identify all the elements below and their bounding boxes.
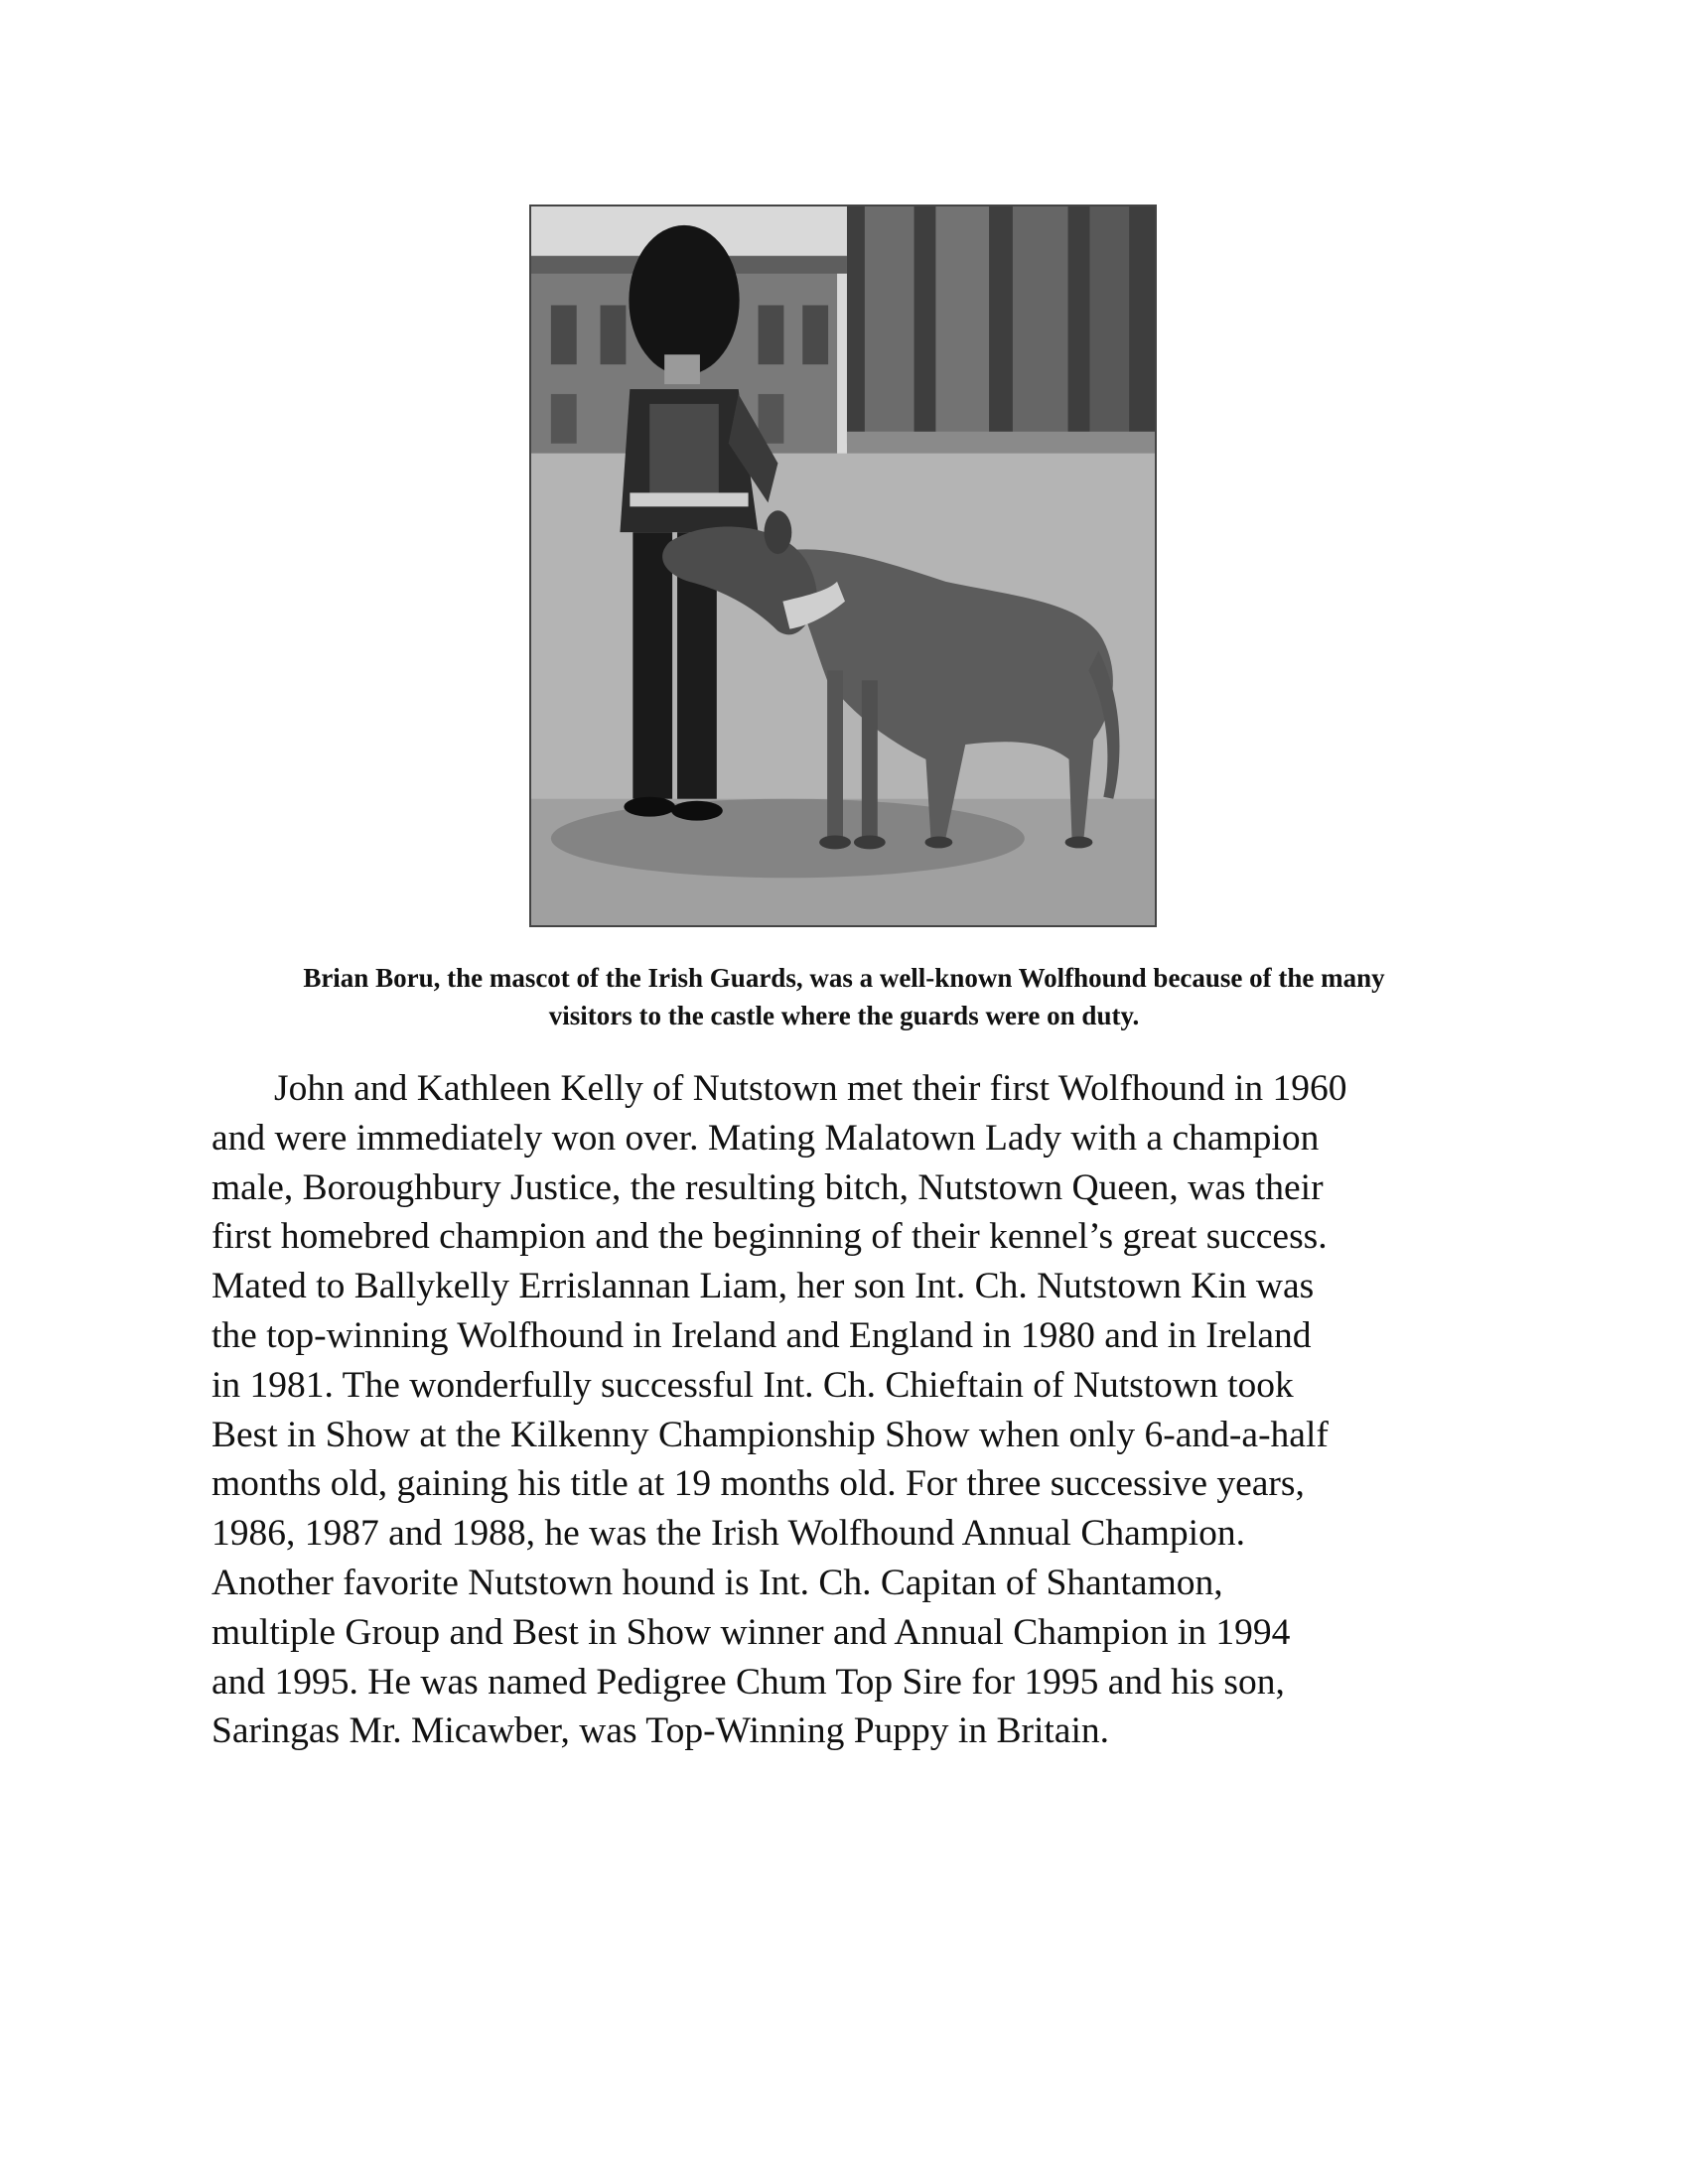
body-line: and were immediately won over. Mating Malatown Lady with a champion [211,1117,1320,1159]
body-line: first homebred champion and the beginning of their kennel’s great success. [211,1216,1328,1258]
photo-guardsman-wolfhound [529,205,1157,927]
photo-illustration [531,206,1155,925]
body-line: John and Kathleen Kelly of Nutstown met their first Wolfhound in 1960 [274,1068,1347,1109]
photo-caption [199,959,1489,1034]
photo-guardsman-trousers [633,532,672,799]
body-line: months old, gaining his title at 19 months old. For three successive years, [211,1463,1305,1505]
body-line: Another favorite Nutstown hound is Int. Ch. Capitan of Shantamon, [211,1562,1223,1603]
body-line: multiple Group and Best in Show winner and Annual Champion in 1994 [211,1611,1291,1653]
body-line: in 1981. The wonderfully successful Int. Ch. Chieftain of Nutstown took [211,1364,1294,1406]
body-line: male, Boroughbury Justice, the resulting bitch, Nutstown Queen, was their [211,1166,1324,1208]
body-line: and 1995. He was named Pedigree Chum Top Sire for 1995 and his son, [211,1661,1285,1703]
body-paragraph [211,1064,1502,1756]
body-line: Mated to Ballykelly Errislannan Liam, her son Int. Ch. Nutstown Kin was [211,1266,1315,1307]
body-line: Best in Show at the Kilkenny Championship Show when only 6-and-a-half [211,1414,1329,1455]
caption-line: Brian Boru, the mascot of the Irish Guards, was a well-known Wolfhound because of the many [303,963,1385,993]
caption-line: visitors to the castle where the guards were on duty. [548,1001,1140,1030]
photo-bearskin-hat [629,225,739,375]
body-line: 1986, 1987 and 1988, he was the Irish Wolfhound Annual Champion. [211,1513,1245,1555]
body-line: the top-winning Wolfhound in Ireland and England in 1980 and in Ireland [211,1314,1312,1356]
body-line: Saringas Mr. Micawber, was Top-Winning Puppy in Britain. [211,1710,1109,1752]
